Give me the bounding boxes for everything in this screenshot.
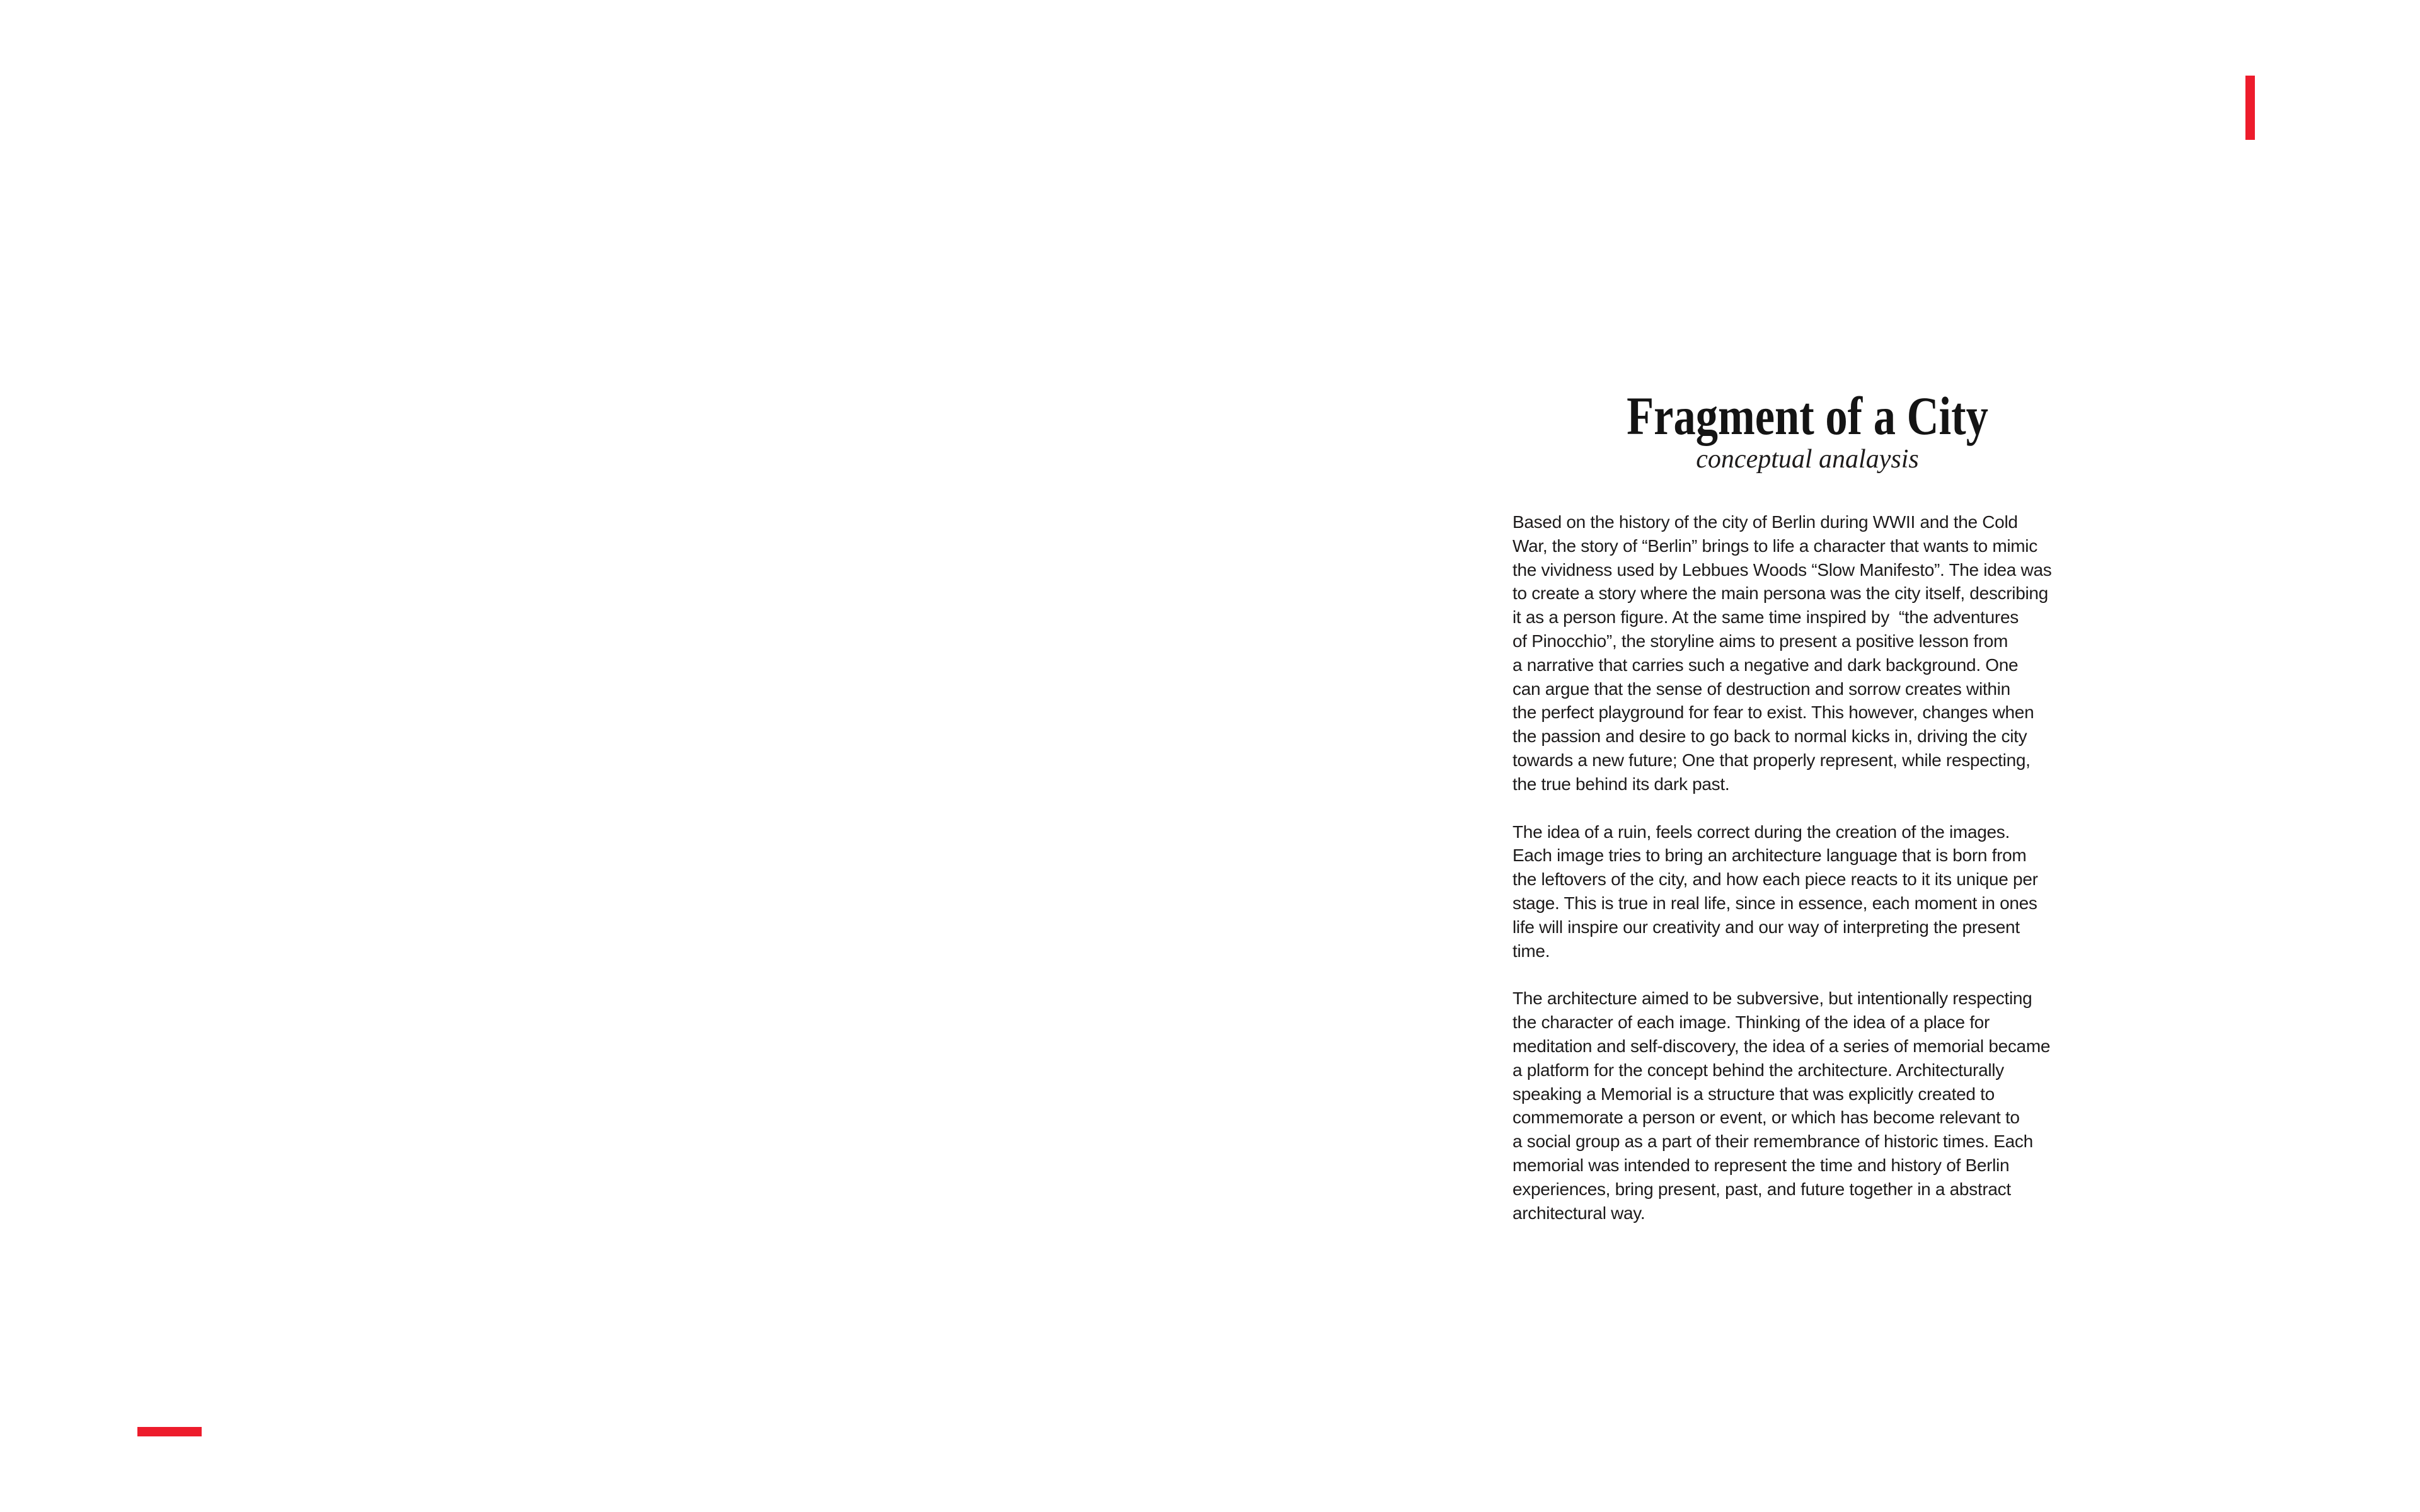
article-body: [1512, 510, 2149, 1225]
paragraph-3: The architecture aimed to be subversive, but intentionally respecting the character of each image. Thinking of the idea of a place for meditation and self-discovery, the idea of a series of memorial became a platform for the concept behind the architecture. Architecturally speaking a Memorial is a structure that was explicitly created to commemorate a person or event, or which has become relevant to a social group as a part of their remembrance of historic times. Each memorial was intended to represent the time and history of Berlin experiences, bring present, past, and future together in a abstract architectural way.: [1512, 988, 2051, 1223]
accent-bar-horizontal: [137, 1427, 202, 1436]
paragraph-1: Based on the history of the city of Berlin during WWII and the Cold War, the story of “Berlin” brings to life a character that wants to mimic the vividness used by Lebbues Woods “Slow Manifesto”. The idea was to create a story where the main persona was the city itself, describing it as a person figure. At the same time inspired by “the adventures of Pinocchio”, the storyline aims to present a positive lesson from a narrative that carries such a negative and dark background. One can argue that the sense of destruction and sorrow creates within the perfect playground for fear to exist. This however, changes when the passion and desire to go back to normal kicks in, driving the city towards a new future; One that properly represent, while respecting, the true behind its dark past.: [1512, 512, 2052, 794]
page-subtitle: conceptual analaysis: [1696, 445, 1919, 474]
article-heading: [1492, 386, 2123, 474]
page-title: Fragment of a City: [1627, 386, 1988, 446]
paragraph-2: The idea of a ruin, feels correct during the creation of the images. Each image tries to bring an architecture language that is born from the leftovers of the city, and how each piece reacts to it its unique per stage. This is true in real life, since in essence, each moment in ones life will inspire our creativity and our way of interpreting the present time.: [1512, 822, 2038, 961]
accent-bar-vertical: [2245, 76, 2255, 140]
